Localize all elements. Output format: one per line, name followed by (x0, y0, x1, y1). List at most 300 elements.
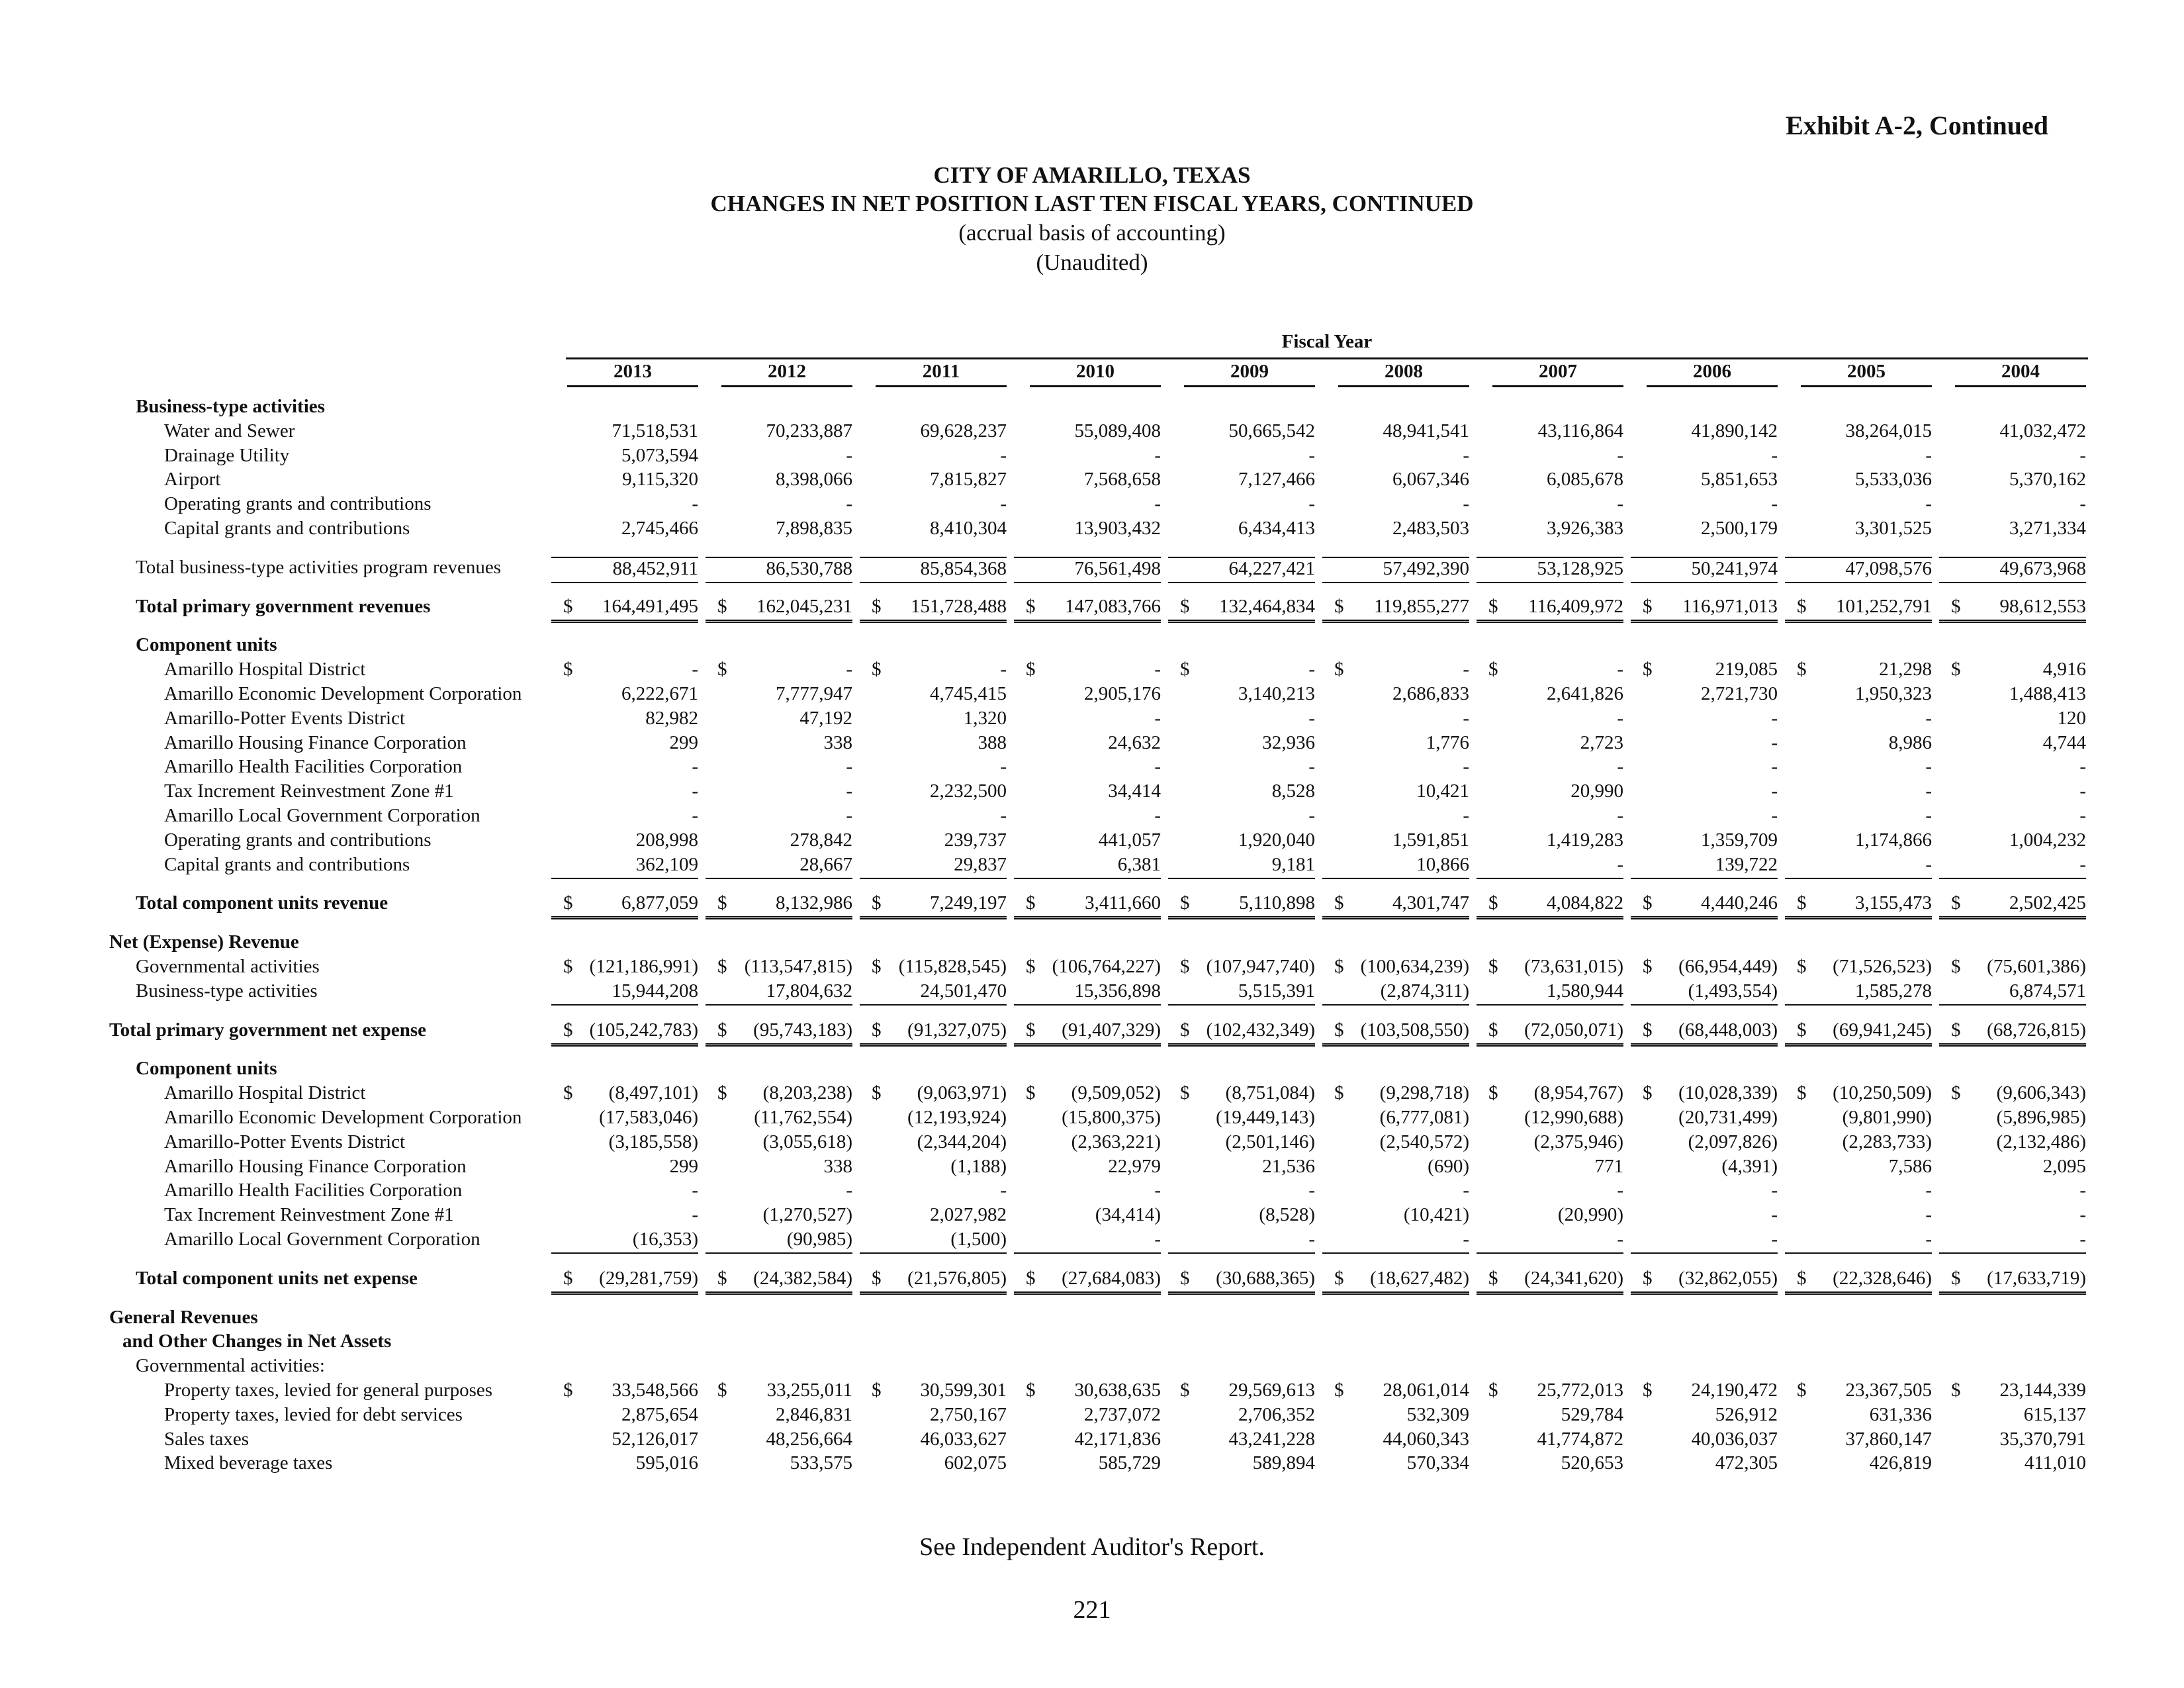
cell-value: 71,518,531 (612, 420, 698, 442)
cell-value: - (1463, 444, 1469, 466)
table-cell (551, 732, 698, 756)
table-cell (860, 1380, 1007, 1403)
table-cell (551, 956, 698, 980)
currency-symbol: $ (1334, 659, 1344, 680)
table-cell (1785, 708, 1932, 731)
cell-value: - (846, 780, 852, 802)
table-cell (1785, 756, 1932, 780)
currency-symbol: $ (872, 659, 882, 680)
table-cell (860, 829, 1007, 853)
cell-value: (17,633,719) (1987, 1267, 2086, 1289)
cell-value: 533,575 (790, 1452, 852, 1474)
table-cell (1477, 683, 1623, 707)
table-cell (551, 1019, 698, 1047)
table-cell (1939, 557, 2086, 583)
table-cell (1477, 708, 1623, 731)
cell-value: (9,509,052) (1071, 1082, 1161, 1104)
table-cell (1939, 518, 2086, 541)
cell-value: 21,298 (1879, 659, 1932, 680)
row-label: Total primary government net expense (109, 1019, 426, 1041)
table-cell (551, 469, 698, 492)
cell-value: 38,264,015 (1845, 420, 1932, 442)
cell-value: 24,501,470 (920, 980, 1007, 1002)
city-title: CITY OF AMARILLO, TEXAS (933, 162, 1251, 188)
cell-value: 7,586 (1888, 1155, 1932, 1177)
table-cell (1477, 732, 1623, 756)
table-cell (1631, 1180, 1778, 1203)
cell-value: (32,862,055) (1678, 1267, 1778, 1289)
cell-value: - (1925, 707, 1932, 729)
table-cell (860, 1429, 1007, 1452)
table-cell (1168, 1429, 1315, 1452)
currency-symbol: $ (1643, 956, 1653, 977)
table-cell (1322, 1107, 1469, 1131)
cell-value: 120 (2057, 707, 2086, 729)
table-cell (1014, 854, 1161, 879)
table-cell (1168, 1268, 1315, 1295)
cell-value: 472,305 (1715, 1452, 1778, 1474)
cell-value: (68,726,815) (1987, 1019, 2086, 1041)
table-cell (1785, 780, 1932, 804)
table-cell (1322, 1131, 1469, 1155)
table-cell (1939, 892, 2086, 919)
table-cell (551, 1268, 698, 1295)
cell-value: (9,606,343) (1996, 1082, 2086, 1104)
cell-value: - (846, 493, 852, 515)
table-cell (1477, 1429, 1623, 1452)
currency-symbol: $ (1797, 1082, 1807, 1104)
table-cell (860, 1268, 1007, 1295)
table-cell (1014, 1380, 1161, 1403)
cell-value: 15,356,898 (1074, 980, 1161, 1002)
table-cell (1014, 1180, 1161, 1203)
cell-value: - (846, 1180, 852, 1201)
currency-symbol: $ (1334, 595, 1344, 617)
year-header-2013: 2013 (567, 361, 698, 387)
table-cell (1014, 980, 1161, 1006)
cell-value: - (2079, 1204, 2086, 1226)
currency-symbol: $ (1026, 956, 1036, 977)
cell-value: - (1000, 805, 1007, 826)
currency-symbol: $ (1026, 595, 1036, 617)
cell-value: - (1154, 756, 1161, 778)
table-cell (1014, 420, 1161, 444)
currency-symbol: $ (1488, 1082, 1498, 1104)
year-header-2007: 2007 (1492, 361, 1623, 387)
table-cell (551, 1380, 698, 1403)
cell-value: 299 (669, 731, 698, 753)
table-cell (705, 493, 852, 517)
cell-value: 8,528 (1271, 780, 1315, 802)
table-cell (1939, 829, 2086, 853)
currency-symbol: $ (1643, 659, 1653, 680)
table-cell (705, 780, 852, 804)
table-cell (1322, 1082, 1469, 1106)
table-cell (1322, 780, 1469, 804)
cell-value: (105,242,783) (589, 1019, 698, 1041)
cell-value: - (2079, 444, 2086, 466)
table-cell (1631, 980, 1778, 1006)
cell-value: (9,801,990) (1842, 1107, 1932, 1128)
table-cell (1785, 518, 1932, 541)
table-cell (1939, 493, 2086, 517)
cell-value: - (692, 659, 698, 680)
currency-symbol: $ (1643, 892, 1653, 914)
cell-value: - (1154, 1229, 1161, 1250)
table-cell (1168, 469, 1315, 492)
cell-value: (75,601,386) (1987, 956, 2086, 977)
table-cell (1168, 708, 1315, 731)
table-cell (1477, 493, 1623, 517)
cell-value: (1,270,527) (762, 1204, 852, 1226)
cell-value: 338 (823, 1155, 852, 1177)
cell-value: 47,098,576 (1845, 557, 1932, 579)
table-cell (1168, 557, 1315, 583)
cell-value: - (2079, 493, 2086, 515)
table-cell (860, 1131, 1007, 1155)
table-cell (551, 1082, 698, 1106)
currency-symbol: $ (563, 595, 573, 617)
table-cell (1477, 1380, 1623, 1403)
table-cell (1322, 756, 1469, 780)
currency-symbol: $ (563, 1267, 573, 1289)
table-cell (1322, 1156, 1469, 1180)
cell-value: 6,874,571 (2009, 980, 2086, 1002)
table-cell (1014, 780, 1161, 804)
cell-value: 2,750,167 (930, 1403, 1007, 1425)
table-cell (1631, 420, 1778, 444)
table-cell (860, 596, 1007, 623)
table-cell (1477, 1019, 1623, 1047)
table-cell (551, 1180, 698, 1203)
currency-symbol: $ (1026, 1380, 1036, 1401)
cell-value: 7,898,835 (776, 518, 852, 539)
cell-value: 85,854,368 (920, 557, 1007, 579)
cell-value: 2,875,654 (621, 1403, 698, 1425)
table-cell (1014, 956, 1161, 980)
cell-value: 602,075 (944, 1452, 1007, 1474)
table-cell (1631, 854, 1778, 879)
table-cell (1322, 659, 1469, 682)
cell-value: 8,410,304 (930, 518, 1007, 539)
cell-value: 6,085,678 (1547, 469, 1623, 491)
cell-value: 7,127,466 (1238, 469, 1315, 491)
table-cell (1477, 829, 1623, 853)
cell-value: (69,941,245) (1833, 1019, 1932, 1041)
cell-value: 70,233,887 (766, 420, 852, 442)
table-cell (1785, 1019, 1932, 1047)
cell-value: 8,986 (1888, 731, 1932, 753)
cell-value: - (2079, 805, 2086, 826)
table-cell (705, 1019, 852, 1047)
cell-value: - (846, 805, 852, 826)
table-cell (705, 1131, 852, 1155)
currency-symbol: $ (1334, 892, 1344, 914)
table-cell (1631, 1019, 1778, 1047)
table-cell (1785, 1107, 1932, 1131)
row-label: Property taxes, levied for general purposes (164, 1380, 493, 1401)
table-cell (860, 805, 1007, 829)
cell-value: - (692, 493, 698, 515)
cell-value: 32,936 (1262, 731, 1315, 753)
table-cell (551, 493, 698, 517)
table-cell (860, 1404, 1007, 1428)
table-cell (1477, 469, 1623, 492)
cell-value: (16,353) (632, 1229, 698, 1250)
cell-value: - (692, 1204, 698, 1226)
cell-value: - (1925, 1180, 1932, 1201)
cell-value: 119,855,277 (1374, 595, 1469, 617)
table-cell (1939, 732, 2086, 756)
table-cell (1014, 1156, 1161, 1180)
cell-value: (103,508,550) (1360, 1019, 1469, 1041)
cell-value: 98,612,553 (1999, 595, 2086, 617)
currency-symbol: $ (1643, 1380, 1653, 1401)
row-label: Airport (164, 469, 221, 491)
cell-value: 30,599,301 (920, 1380, 1007, 1401)
table-cell (1785, 892, 1932, 919)
cell-value: 49,673,968 (1999, 557, 2086, 579)
table-cell (1785, 1404, 1932, 1428)
table-cell (1785, 1229, 1932, 1254)
row-label: Mixed beverage taxes (164, 1452, 333, 1474)
table-cell (1322, 1380, 1469, 1403)
table-cell (1939, 756, 2086, 780)
table-cell (705, 805, 852, 829)
cell-value: 4,301,747 (1392, 892, 1469, 914)
currency-symbol: $ (1026, 892, 1036, 914)
row-label: Governmental activities: (136, 1355, 325, 1377)
cell-value: - (1154, 493, 1161, 515)
table-cell (1014, 1107, 1161, 1131)
cell-value: 8,132,986 (776, 892, 852, 914)
cell-value: 22,979 (1108, 1155, 1161, 1177)
cell-value: - (1617, 444, 1623, 466)
cell-value: - (1617, 1229, 1623, 1250)
table-cell (1477, 1082, 1623, 1106)
cell-value: 10,866 (1416, 853, 1469, 875)
cell-value: 30,638,635 (1074, 1380, 1161, 1401)
cell-value: (9,063,971) (917, 1082, 1007, 1104)
cell-value: (10,250,509) (1833, 1082, 1932, 1104)
cell-value: 151,728,488 (911, 595, 1007, 617)
cell-value: - (1154, 707, 1161, 729)
table-cell (860, 557, 1007, 583)
cell-value: - (1617, 1180, 1623, 1201)
cell-value: 1,174,866 (1855, 829, 1932, 851)
table-cell (1939, 1229, 2086, 1254)
currency-symbol: $ (1026, 1082, 1036, 1104)
table-cell (1631, 1204, 1778, 1228)
table-cell (1631, 596, 1778, 623)
cell-value: - (2079, 853, 2086, 875)
cell-value: 35,370,791 (1999, 1428, 2086, 1450)
table-cell (1322, 1268, 1469, 1295)
cell-value: (8,497,101) (608, 1082, 698, 1104)
cell-value: 6,434,413 (1238, 518, 1315, 539)
cell-value: 3,155,473 (1855, 892, 1932, 914)
cell-value: (100,634,239) (1360, 956, 1469, 977)
currency-symbol: $ (1488, 892, 1498, 914)
table-cell (551, 1404, 698, 1428)
cell-value: (2,132,486) (1996, 1131, 2086, 1152)
cell-value: 219,085 (1715, 659, 1778, 680)
table-cell (1939, 1204, 2086, 1228)
currency-symbol: $ (1180, 595, 1190, 617)
currency-symbol: $ (717, 595, 727, 617)
table-cell (551, 683, 698, 707)
table-cell (1939, 1156, 2086, 1180)
table-cell (1168, 445, 1315, 469)
cell-value: - (692, 780, 698, 802)
table-cell (1785, 493, 1932, 517)
table-cell (860, 1204, 1007, 1228)
table-cell (1631, 445, 1778, 469)
table-cell (1014, 469, 1161, 492)
table-cell (1785, 1156, 1932, 1180)
table-cell (1322, 956, 1469, 980)
table-cell (1014, 1204, 1161, 1228)
table-cell (1014, 683, 1161, 707)
currency-symbol: $ (1180, 659, 1190, 680)
cell-value: - (1463, 707, 1469, 729)
table-cell (1477, 854, 1623, 879)
table-cell (705, 1082, 852, 1106)
table-cell (1477, 1107, 1623, 1131)
table-cell (1168, 1156, 1315, 1180)
currency-symbol: $ (563, 1380, 573, 1401)
cell-value: - (846, 444, 852, 466)
cell-value: 6,222,671 (621, 683, 698, 704)
currency-symbol: $ (1643, 595, 1653, 617)
cell-value: 2,500,179 (1701, 518, 1778, 539)
cell-value: 6,067,346 (1392, 469, 1469, 491)
cell-value: (10,028,339) (1678, 1082, 1778, 1104)
cell-value: - (1925, 805, 1932, 826)
cell-value: 28,061,014 (1383, 1380, 1469, 1401)
cell-value: - (1771, 1180, 1778, 1201)
table-cell (1477, 445, 1623, 469)
cell-value: 101,252,791 (1836, 595, 1932, 617)
cell-value: (24,341,620) (1524, 1267, 1623, 1289)
cell-value: - (1000, 493, 1007, 515)
table-cell (860, 1452, 1007, 1476)
cell-value: (20,990) (1557, 1204, 1623, 1226)
currency-symbol: $ (1488, 1380, 1498, 1401)
table-cell (1939, 596, 2086, 623)
cell-value: 570,334 (1406, 1452, 1469, 1474)
cell-value: 426,819 (1869, 1452, 1932, 1474)
cell-value: 147,083,766 (1065, 595, 1161, 617)
currency-symbol: $ (1180, 1267, 1190, 1289)
cell-value: 6,381 (1117, 853, 1161, 875)
table-cell (1477, 1268, 1623, 1295)
table-cell (1477, 1452, 1623, 1476)
cell-value: 13,903,432 (1074, 518, 1161, 539)
cell-value: (1,500) (950, 1229, 1007, 1250)
currency-symbol: $ (1951, 595, 1961, 617)
table-cell (1631, 493, 1778, 517)
cell-value: 278,842 (790, 829, 852, 851)
cell-value: 532,309 (1406, 1403, 1469, 1425)
basis-subtitle: (accrual basis of accounting) (958, 220, 1226, 246)
table-cell (551, 596, 698, 623)
table-cell (860, 493, 1007, 517)
cell-value: (29,281,759) (599, 1267, 698, 1289)
cell-value: 139,722 (1715, 853, 1778, 875)
cell-value: (18,627,482) (1370, 1267, 1469, 1289)
cell-value: (2,874,311) (1380, 980, 1469, 1002)
cell-value: 44,060,343 (1383, 1428, 1469, 1450)
table-cell (1939, 445, 2086, 469)
cell-value: 25,772,013 (1537, 1380, 1623, 1401)
currency-symbol: $ (717, 956, 727, 977)
year-header-2009: 2009 (1184, 361, 1315, 387)
currency-symbol: $ (1026, 1019, 1036, 1041)
currency-symbol: $ (1334, 1082, 1344, 1104)
currency-symbol: $ (872, 595, 882, 617)
cell-value: - (1308, 805, 1315, 826)
table-cell (1477, 1404, 1623, 1428)
table-cell (1477, 1229, 1623, 1254)
cell-value: (72,050,071) (1524, 1019, 1623, 1041)
cell-value: (9,298,718) (1379, 1082, 1469, 1104)
table-cell (1631, 1429, 1778, 1452)
currency-symbol: $ (872, 1380, 882, 1401)
table-cell (1014, 1429, 1161, 1452)
year-header-2004: 2004 (1955, 361, 2086, 387)
currency-symbol: $ (1951, 1380, 1961, 1401)
table-cell (1322, 518, 1469, 541)
table-cell (1322, 892, 1469, 919)
table-cell (705, 732, 852, 756)
cell-value: - (1154, 1180, 1161, 1201)
currency-symbol: $ (1951, 892, 1961, 914)
table-cell (1631, 1082, 1778, 1106)
table-cell (1631, 1380, 1778, 1403)
cell-value: (2,344,204) (917, 1131, 1007, 1152)
table-cell (551, 980, 698, 1006)
table-cell (1785, 445, 1932, 469)
cell-value: 64,227,421 (1228, 557, 1315, 579)
cell-value: - (1308, 1180, 1315, 1201)
row-label: Business-type activities (136, 396, 325, 417)
cell-value: - (1308, 493, 1315, 515)
cell-value: 43,241,228 (1228, 1428, 1315, 1450)
table-cell (705, 420, 852, 444)
cell-value: - (1463, 493, 1469, 515)
cell-value: - (1925, 756, 1932, 778)
cell-value: (12,193,924) (907, 1107, 1007, 1128)
cell-value: - (1000, 1180, 1007, 1201)
table-cell (1939, 1380, 2086, 1403)
row-label: Operating grants and contributions (164, 493, 432, 515)
table-cell (1939, 956, 2086, 980)
cell-value: (2,363,221) (1071, 1131, 1161, 1152)
table-cell (705, 708, 852, 731)
table-cell (1322, 1229, 1469, 1254)
cell-value: (68,448,003) (1678, 1019, 1778, 1041)
cell-value: 3,926,383 (1547, 518, 1623, 539)
row-label: Net (Expense) Revenue (109, 931, 299, 953)
table-cell (551, 708, 698, 731)
cell-value: (91,407,329) (1062, 1019, 1161, 1041)
cell-value: (1,188) (950, 1155, 1007, 1177)
row-label: Total component units net expense (136, 1267, 418, 1289)
cell-value: 5,515,391 (1238, 980, 1315, 1002)
table-cell (705, 854, 852, 879)
cell-value: (107,947,740) (1206, 956, 1315, 977)
